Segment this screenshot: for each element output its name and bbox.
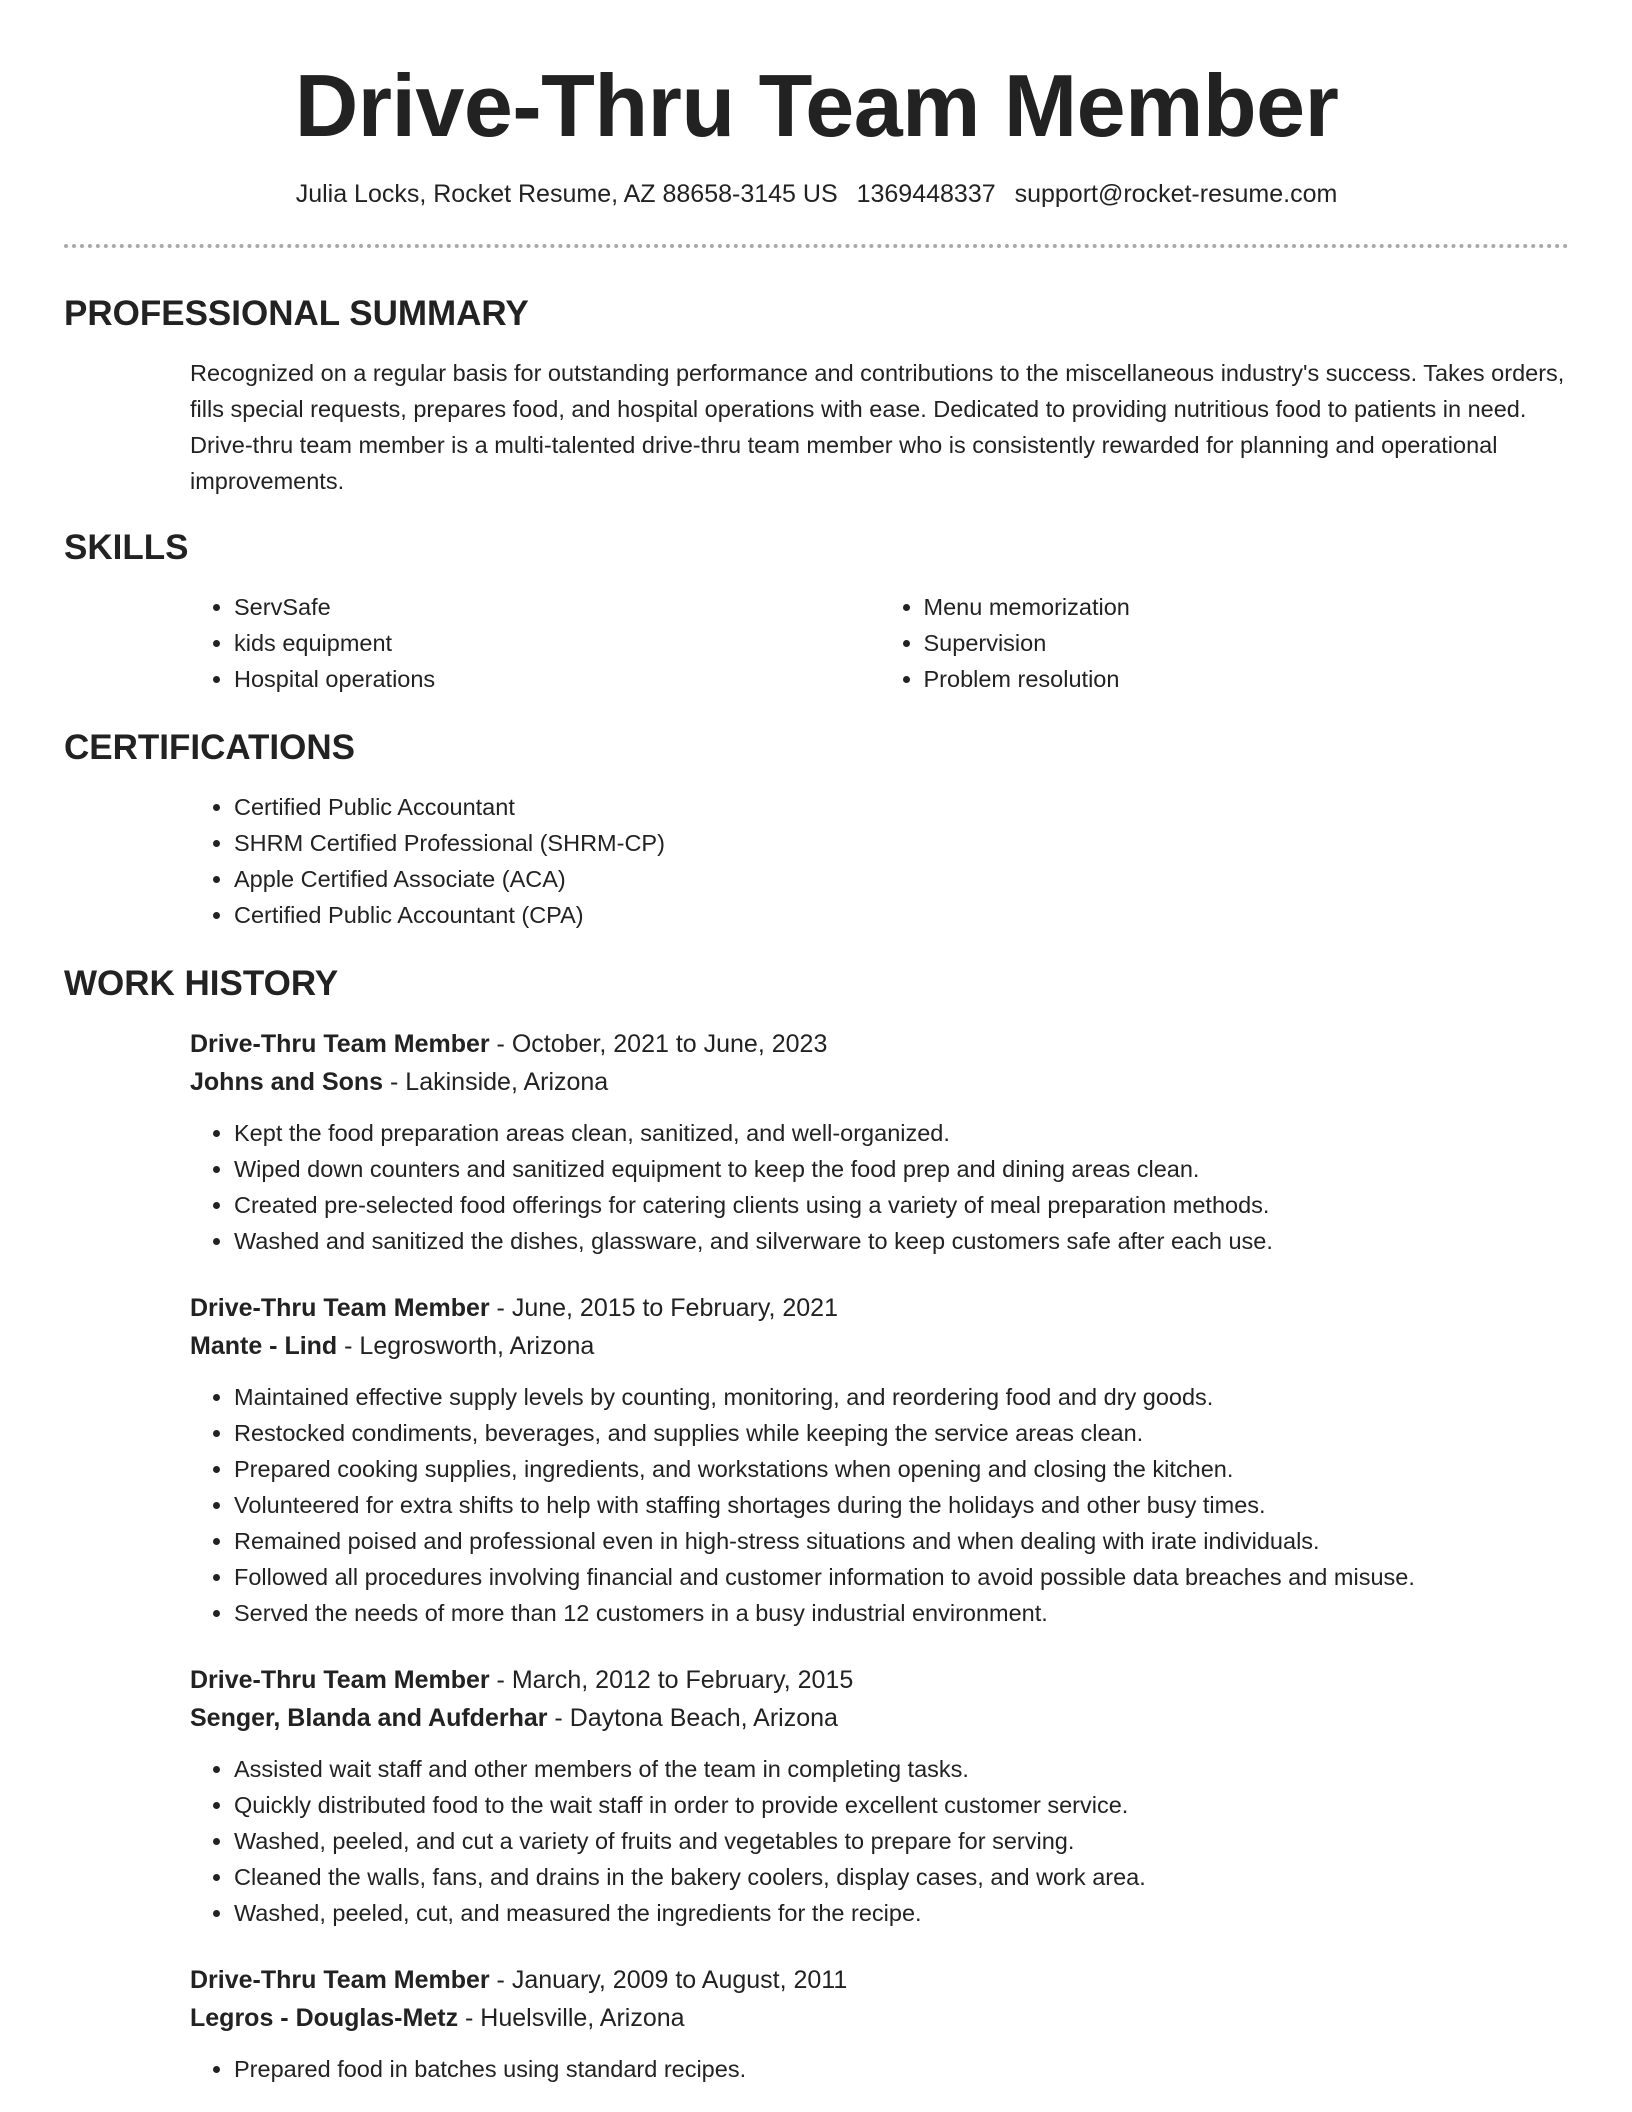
- header-divider: [64, 244, 1569, 248]
- job-title-line: [190, 1661, 1569, 1699]
- contact-line: [64, 178, 1569, 210]
- job-title: Drive-Thru Team Member: [190, 1666, 490, 1694]
- job-bullet: • Volunteered for extra shifts to help with staffing shortages during the holidays and other busy times.: [234, 1487, 1569, 1523]
- job-bullet: • Washed, peeled, cut, and measured the ingredients for the recipe.: [234, 1895, 1569, 1931]
- job-bullet: • Wiped down counters and sanitized equipment to keep the food prep and dining areas clean.: [234, 1151, 1569, 1187]
- job-bullet: • Served the needs of more than 12 customers in a busy industrial environment.: [234, 1595, 1569, 1631]
- job-bullets: [190, 1751, 1569, 1931]
- summary-section: [64, 293, 1569, 499]
- job-location: - Legrosworth, Arizona: [337, 1332, 595, 1360]
- job-bullet: • Followed all procedures involving financial and customer information to avoid possible data breaches and misuse.: [234, 1559, 1569, 1595]
- job-title: Drive-Thru Team Member: [190, 1294, 490, 1322]
- job-bullet: • Prepared food in batches using standard recipes.: [234, 2051, 1569, 2087]
- skills-section: [64, 527, 1569, 697]
- resume-page: [64, 0, 1569, 2087]
- skill-item: • kids equipment: [234, 625, 880, 661]
- job-company: Legros - Douglas-Metz: [190, 2004, 459, 2032]
- job-bullet: • Prepared cooking supplies, ingredients, and workstations when opening and closing the kitchen.: [234, 1451, 1569, 1487]
- job-company-line: [190, 1063, 1569, 1101]
- job-entry: [190, 1961, 1569, 2087]
- summary-heading: PROFESSIONAL SUMMARY: [64, 294, 529, 333]
- job-company: Senger, Blanda and Aufderhar: [190, 1704, 548, 1732]
- work-history-section: [64, 963, 1569, 2087]
- job-title-line: [190, 1025, 1569, 1063]
- summary-text: Recognized on a regular basis for outstanding performance and contributions to the miscellaneous industry's success. Takes orders, fills special requests, prepares food, and hospital operations with ease. Dedicated to providing nutritious food to patients in need. Drive-thru team member is a multi-talented drive-thru team member who is consistently rewarded for planning and operational improvements.: [190, 360, 1565, 494]
- job-title: Drive-Thru Team Member: [190, 1966, 490, 1994]
- skill-item: • Problem resolution: [924, 661, 1570, 697]
- certifications-section: [64, 727, 1569, 933]
- skill-item: • Supervision: [924, 625, 1570, 661]
- job-bullet: • Assisted wait staff and other members of the team in completing tasks.: [234, 1751, 1569, 1787]
- job-dates: - March, 2012 to February, 2015: [489, 1666, 854, 1694]
- job-entry: [190, 1661, 1569, 1931]
- job-title-line: [190, 1961, 1569, 1999]
- certifications-list: [190, 789, 1569, 933]
- job-entry: [190, 1289, 1569, 1631]
- job-bullet: • Washed and sanitized the dishes, glassware, and silverware to keep customers safe after each use.: [234, 1223, 1569, 1259]
- job-location: - Lakinside, Arizona: [383, 1068, 609, 1096]
- job-dates: - January, 2009 to August, 2011: [489, 1966, 848, 1994]
- job-company: Mante - Lind: [190, 1332, 338, 1360]
- skills-heading: SKILLS: [64, 528, 189, 567]
- job-bullet: • Restocked condiments, beverages, and supplies while keeping the service areas clean.: [234, 1415, 1569, 1451]
- skills-list-left: [190, 589, 880, 697]
- skill-item: • Menu memorization: [924, 589, 1570, 625]
- skill-item: • Hospital operations: [234, 661, 880, 697]
- certification-item: • Certified Public Accountant (CPA): [234, 897, 1569, 933]
- contact-email: support@rocket-resume.com: [1014, 180, 1338, 208]
- job-title: Drive-Thru Team Member: [190, 1030, 490, 1058]
- job-location: - Daytona Beach, Arizona: [547, 1704, 838, 1732]
- job-bullets: [190, 2051, 1569, 2087]
- job-bullet: • Kept the food preparation areas clean, sanitized, and well-organized.: [234, 1115, 1569, 1151]
- job-bullet: • Washed, peeled, and cut a variety of fruits and vegetables to prepare for serving.: [234, 1823, 1569, 1859]
- job-company: Johns and Sons: [190, 1068, 384, 1096]
- job-company-line: [190, 1999, 1569, 2037]
- job-bullet: • Cleaned the walls, fans, and drains in the bakery coolers, display cases, and work area.: [234, 1859, 1569, 1895]
- job-company-line: [190, 1327, 1569, 1365]
- job-bullet: • Quickly distributed food to the wait staff in order to provide excellent customer service.: [234, 1787, 1569, 1823]
- contact-phone: 1369448337: [856, 180, 996, 208]
- job-bullet: • Remained poised and professional even in high-stress situations and when dealing with irate individuals.: [234, 1523, 1569, 1559]
- job-bullets: [190, 1115, 1569, 1259]
- job-bullets: [190, 1379, 1569, 1631]
- job-bullet: • Created pre-selected food offerings for catering clients using a variety of meal preparation methods.: [234, 1187, 1569, 1223]
- job-company-line: [190, 1699, 1569, 1737]
- contact-address: Julia Locks, Rocket Resume, AZ 88658-3145 US: [295, 180, 838, 208]
- resume-title: Drive-Thru Team Member: [294, 56, 1339, 155]
- skill-item: • ServSafe: [234, 589, 880, 625]
- job-dates: - October, 2021 to June, 2023: [489, 1030, 828, 1058]
- job-dates: - June, 2015 to February, 2021: [489, 1294, 838, 1322]
- job-location: - Huelsville, Arizona: [458, 2004, 685, 2032]
- job-bullet: • Maintained effective supply levels by counting, monitoring, and reordering food and dry goods.: [234, 1379, 1569, 1415]
- job-entry: [190, 1025, 1569, 1259]
- job-title-line: [190, 1289, 1569, 1327]
- certifications-heading: CERTIFICATIONS: [64, 728, 356, 767]
- certification-item: • Certified Public Accountant: [234, 789, 1569, 825]
- certification-item: • SHRM Certified Professional (SHRM-CP): [234, 825, 1569, 861]
- skills-list-right: [880, 589, 1570, 697]
- certification-item: • Apple Certified Associate (ACA): [234, 861, 1569, 897]
- skills-grid: [190, 589, 1569, 697]
- work-history-heading: WORK HISTORY: [64, 964, 339, 1003]
